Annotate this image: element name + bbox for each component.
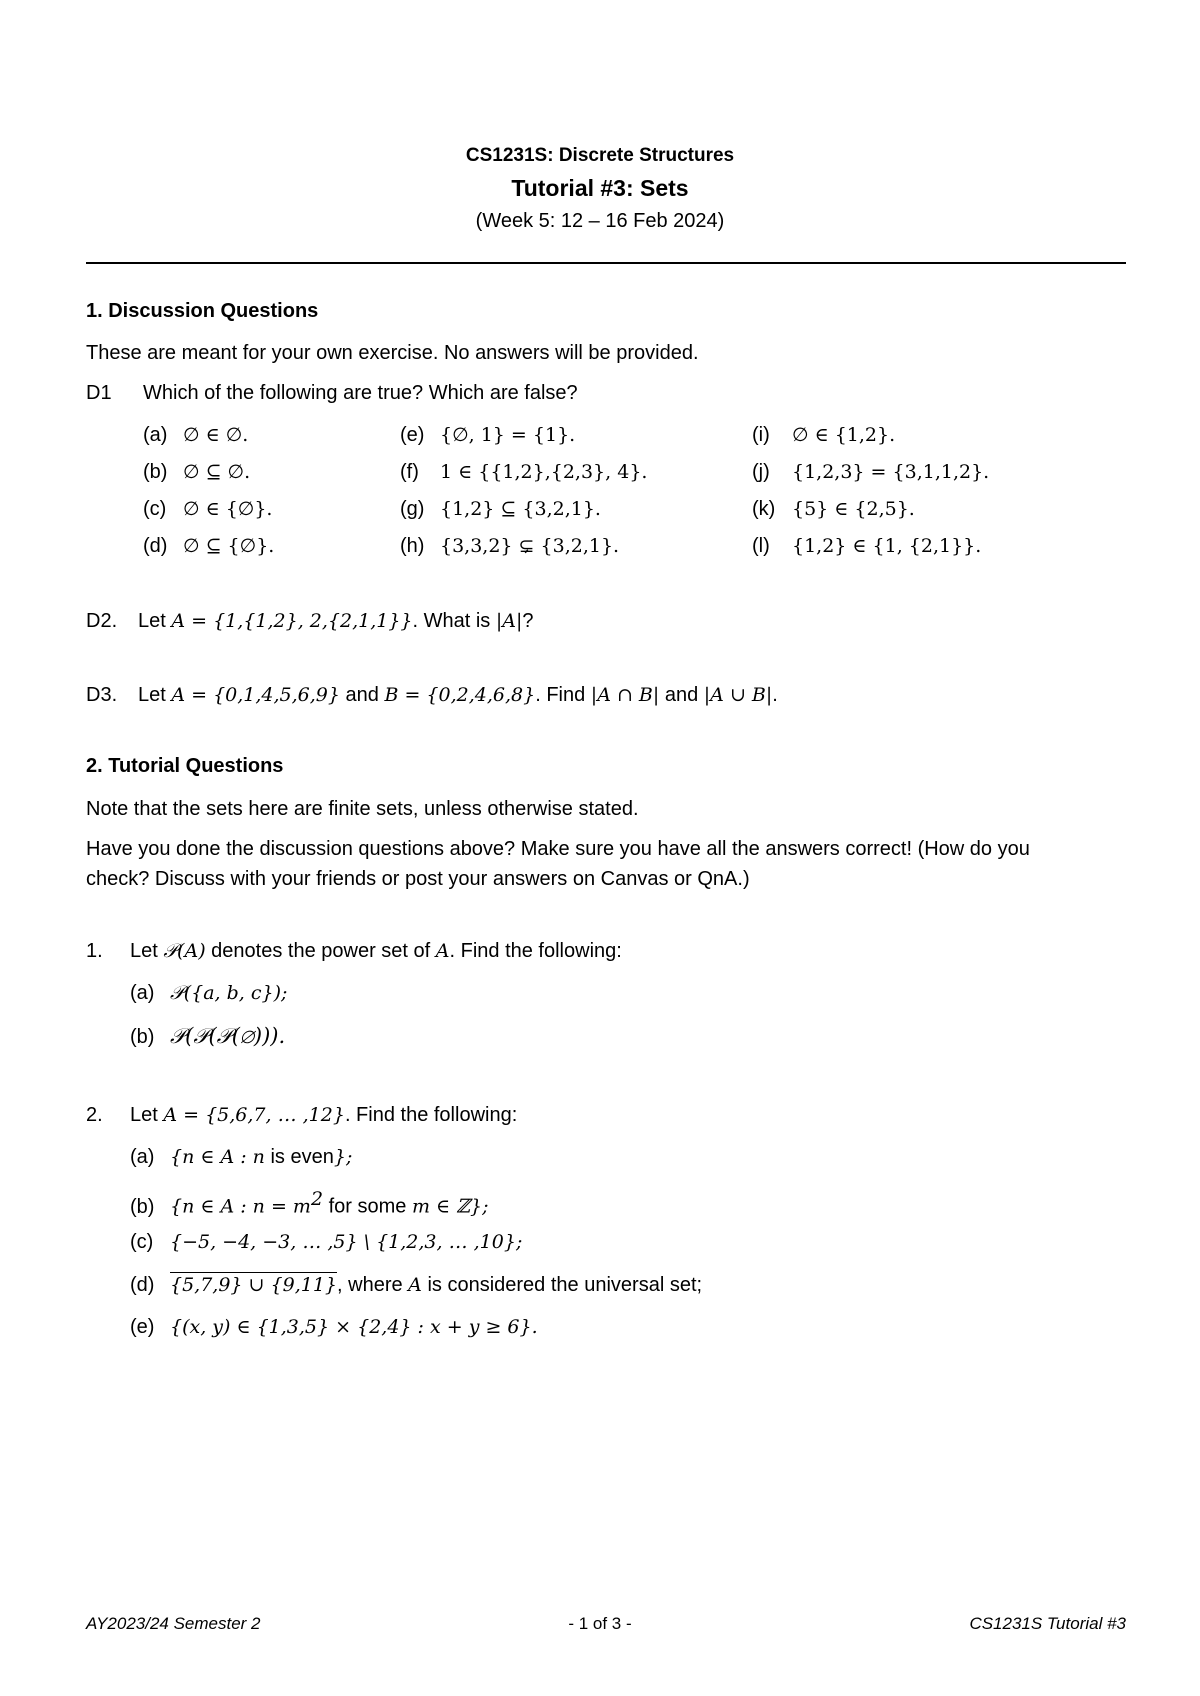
section1-intro: These are meant for your own exercise. No answers will be provided.	[86, 342, 699, 364]
week-label: (Week 5: 12 – 16 Feb 2024)	[475, 210, 725, 232]
d1-item-l: (l) {1,2} ∈ {1, {2,1}}.	[752, 535, 982, 557]
section1-heading: 1. Discussion Questions	[86, 300, 319, 322]
footer-doc-title: CS1231S Tutorial #3	[969, 1614, 1126, 1633]
q2-item-d: (d) {5,7,9} ∪ {9,11}, where A is considered the universal set;	[130, 1274, 703, 1296]
d1-item-b: (b) ∅ ⊆ ∅.	[143, 461, 251, 483]
section2-heading: 2. Tutorial Questions	[86, 755, 284, 777]
section2-reminder-line2: check? Discuss with your friends or post your answers on Canvas or QnA.)	[86, 868, 750, 890]
d1-item-a: (a) ∅ ∈ ∅.	[143, 424, 249, 446]
d1-item-h: (h) {3,3,2} ⊊ {3,2,1}.	[400, 535, 620, 557]
d1-item-i: (i) ∅ ∈ {1,2}.	[752, 424, 896, 446]
d1-item-k: (k) {5} ∈ {2,5}.	[752, 498, 915, 520]
d2-question: D2. Let A = {1,{1,2}, 2,{2,1,1}}. What is |A|?	[86, 610, 534, 632]
d1-item-d: (d) ∅ ⊆ {∅}.	[143, 535, 275, 557]
tutorial-title: Tutorial #3: Sets	[511, 175, 689, 201]
d1-item-e: (e) {∅, 1} = {1}.	[400, 424, 576, 446]
q2-item-c: (c) {−5, −4, −3, … ,5} \ {1,2,3, … ,10};	[130, 1231, 523, 1253]
q2-question: 2. Let A = {5,6,7, … ,12}. Find the following:	[86, 1104, 518, 1126]
d1-item-c: (c) ∅ ∈ {∅}.	[143, 498, 273, 520]
section2-note: Note that the sets here are finite sets, unless otherwise stated.	[86, 798, 639, 820]
d1-item-f: (f) 1 ∈ {{1,2},{2,3}, 4}.	[400, 461, 648, 483]
q1-question: 1. Let 𝒫(A) denotes the power set of A. Find the following:	[86, 940, 622, 962]
section2-reminder-line1: Have you done the discussion questions above? Make sure you have all the answers correct! (How do you	[86, 838, 1030, 860]
q2-item-a: (a) {n ∈ A : n is even};	[130, 1146, 353, 1168]
header-divider	[86, 262, 1126, 264]
d1-item-g: (g) {1,2} ⊆ {3,2,1}.	[400, 498, 601, 520]
course-title: CS1231S: Discrete Structures	[465, 145, 735, 166]
d1-label: D1	[86, 382, 112, 404]
complement-expression: {5,7,9} ∪ {9,11}	[170, 1274, 338, 1296]
q1-item-b: (b) 𝒫(𝒫(𝒫(∅))).	[130, 1024, 286, 1048]
d1-question: Which of the following are true? Which are false?	[143, 382, 578, 404]
footer-page-number: - 1 of 3 -	[568, 1614, 632, 1633]
d1-item-j: (j) {1,2,3} = {3,1,1,2}.	[752, 461, 990, 483]
q2-item-b: (b) {n ∈ A : $n = m^2$ for some m ∈ ℤ};	[130, 1188, 489, 1218]
q1-item-a: (a) 𝒫({a, b, c});	[130, 982, 288, 1004]
footer-semester: AY2023/24 Semester 2	[86, 1614, 261, 1633]
q2-item-e: (e) {(x, y) ∈ {1,3,5} × {2,4} : x + y ≥ 6}.	[130, 1316, 538, 1338]
d3-question: D3. Let A = {0,1,4,5,6,9} and B = {0,2,4,6,8}. Find |A ∩ B| and |A ∪ B|.	[86, 684, 778, 706]
